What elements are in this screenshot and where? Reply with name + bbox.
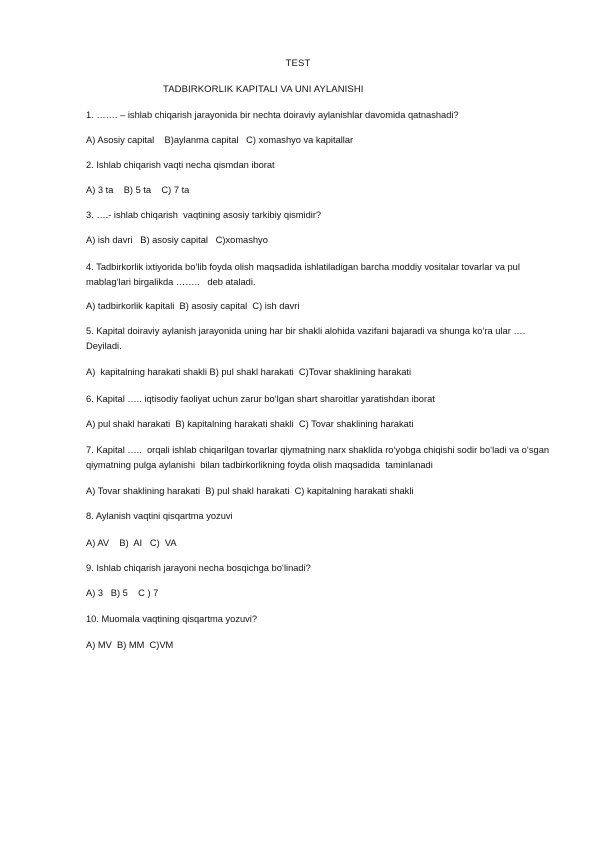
question-4: 4. Tadbirkorlik ixtiyorida bo‘lib foyda olish maqsadida ishlatiladigan barcha moddiy vositalar tovarlar va pul mablag‘lari birgalikda …….. deb ataladi. — [86, 262, 523, 287]
question-3: 3. ….- ishlab chiqarish vaqtining asosiy tarkibiy qismidir? — [86, 210, 322, 220]
answer-9: A) 3 B) 5 C ) 7 — [86, 588, 159, 598]
question-6: 6. Kapital ….. iqtisodiy faoliyat uchun zarur bo‘lgan shart sharoitlar yaratishdan iborat — [86, 394, 435, 404]
question-9: 9. Ishlab chiqarish jarayoni necha bosqichga bo‘linadi? — [86, 563, 311, 573]
question-5: 5. Kapital doiraviy aylanish jarayonida uning har bir shakli alohida vazifani bajaradi va shunga ko‘ra ular …. Deyiladi. — [86, 326, 528, 351]
answer-1: A) Asosiy capital B)aylanma capital C) xomashyo va kapitallar — [86, 135, 354, 145]
question-8: 8. Aylanish vaqtini qisqartma yozuvi — [86, 511, 233, 521]
answer-10: A) MV B) MM C)VM — [86, 640, 174, 650]
answer-7: A) Tovar shaklining harakati B) pul shakl harakati C) kapitalning harakati shakli — [86, 486, 414, 496]
question-7: 7. Kapital ….. orqali ishlab chiqarilgan tovarlar qiymatning narx shaklida ro‘yobga chiqishi sodir bo‘ladi va o‘sgan qiymatning pulga aylanishi bilan tadbirkorlikning foyda olish maqsadida taminlanadi — [86, 445, 552, 470]
answer-4: A) tadbirkorlik kapitali B) asosiy capital C) ish davri — [86, 301, 300, 311]
question-1: 1. ……. – ishlab chiqarish jarayonida bir nechta doiraviy aylanishlar davomida qatnashadi? — [86, 110, 459, 120]
answer-6: A) pul shakl harakati B) kapitalning harakati shakli C) Tovar shaklining harakati — [86, 419, 414, 429]
answer-3: A) ish davri B) asosiy capital C)xomashyo — [86, 235, 268, 245]
document-title: TEST — [285, 58, 311, 69]
question-2: 2. Ishlab chiqarish vaqti necha qismdan iborat — [86, 160, 275, 170]
answer-2: A) 3 ta B) 5 ta C) 7 ta — [86, 185, 190, 195]
question-10: 10. Muomala vaqtining qisqartma yozuvi? — [86, 614, 258, 624]
answer-5: A) kapitalning harakati shakli B) pul shakl harakati C)Tovar shaklining harakati — [86, 367, 412, 377]
answer-8: A) AV B) AI C) VA — [86, 538, 177, 548]
document-subtitle: TADBIRKORLIK KAPITALI VA UNI AYLANISHI — [163, 84, 364, 95]
